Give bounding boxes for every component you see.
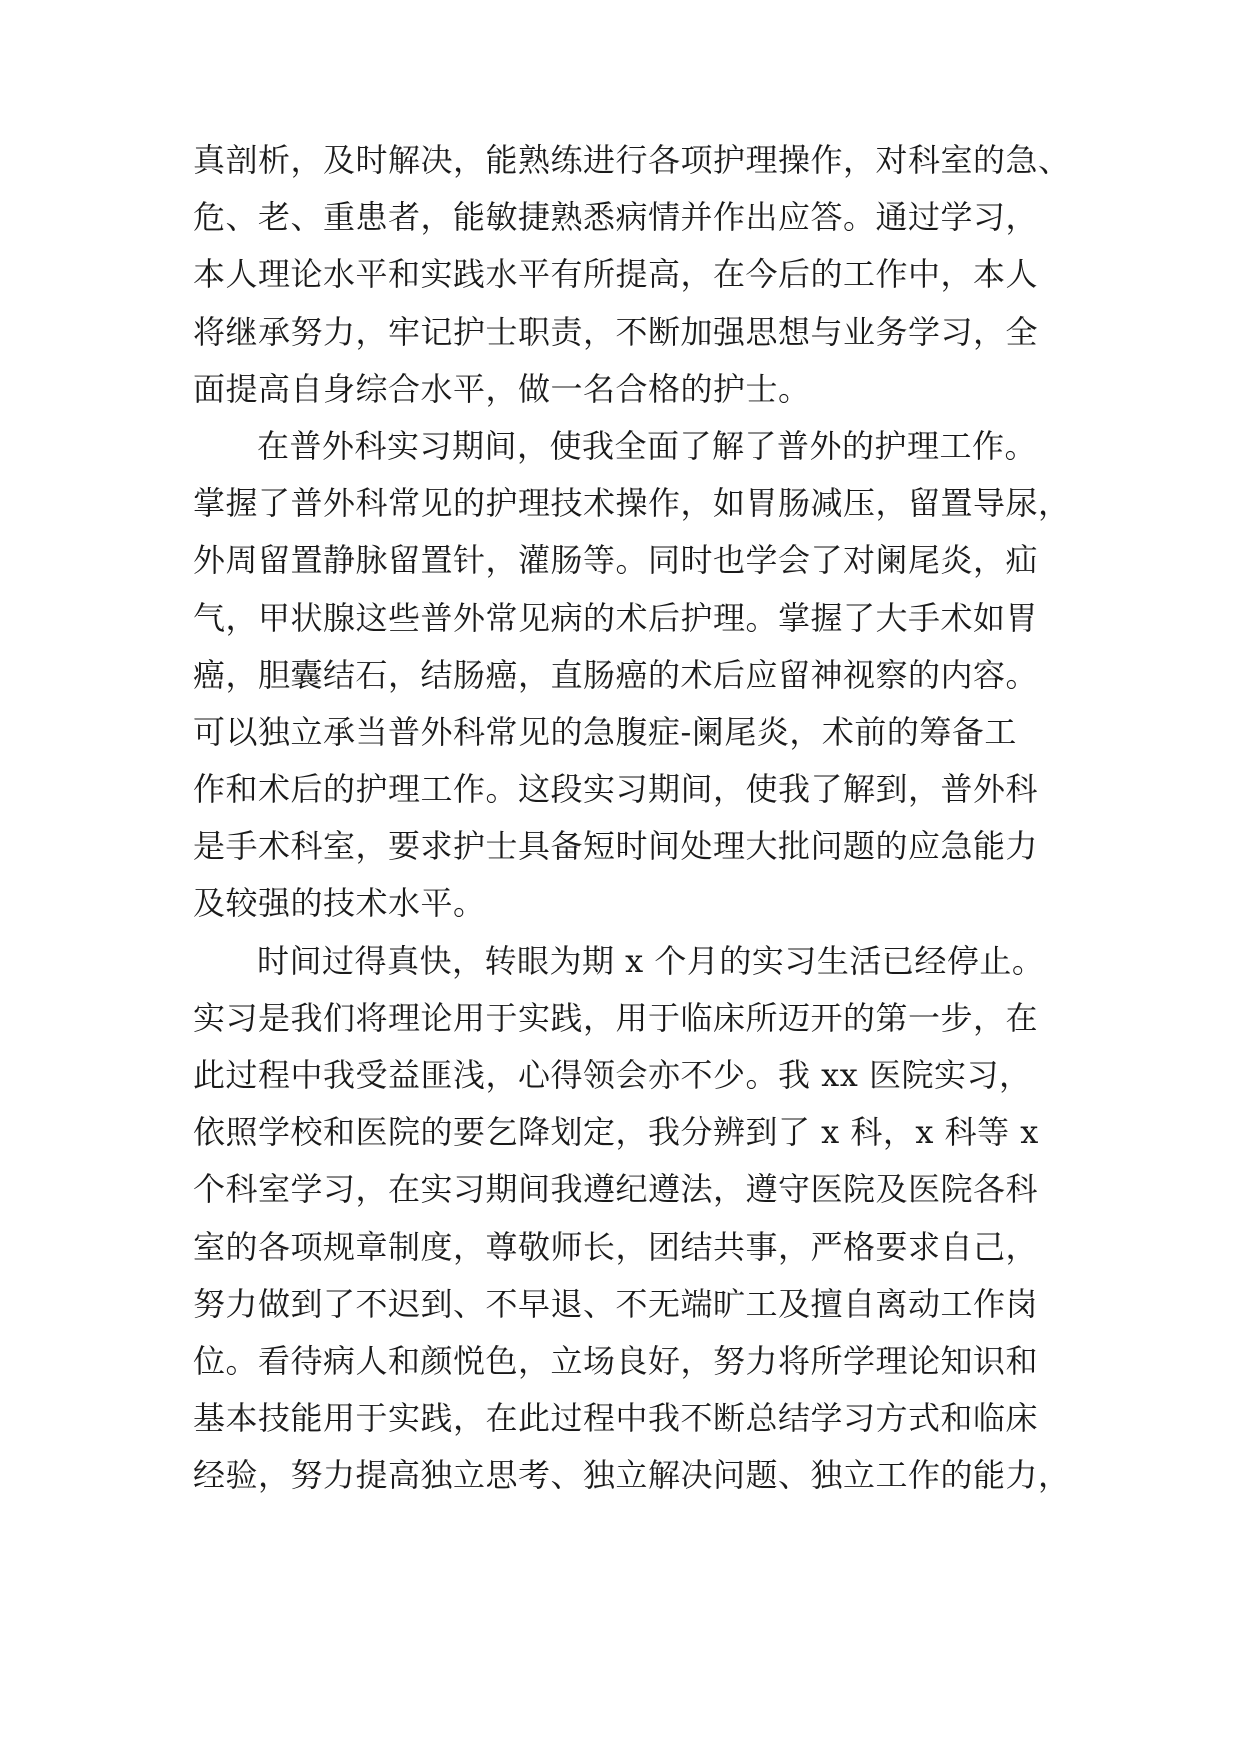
text-line: 作和术后的护理工作。这段实习期间，使我了解到，普外科 <box>193 770 1039 809</box>
text-line: 室的各项规章制度，尊敬师长，团结共事，严格要求自己， <box>193 1227 1039 1266</box>
text-line: 基本技能用于实践，在此过程中我不断总结学习方式和临床 <box>193 1399 1039 1438</box>
paragraph-start-line: 在普外科实习期间，使我全面了解了普外的护理工作。 <box>257 426 1038 465</box>
text-line: 本人理论水平和实践水平有所提高，在今后的工作中，本人 <box>193 255 1039 294</box>
text-line: 实习是我们将理论用于实践，用于临床所迈开的第一步，在 <box>193 998 1039 1037</box>
text-line: 外周留置静脉留置针，灌肠等。同时也学会了对阑尾炎，疝 <box>193 541 1039 580</box>
text-line: 依照学校和医院的要乞降划定，我分辨到了 x 科，x 科等 x <box>193 1113 1039 1152</box>
text-line: 掌握了普外科常见的护理技术操作，如胃肠减压，留置导尿， <box>193 484 1071 523</box>
text-line: 努力做到了不迟到、不早退、不无端旷工及擅自离动工作岗 <box>193 1284 1039 1323</box>
text-line: 可以独立承当普外科常见的急腹症-阑尾炎，术前的筹备工 <box>193 712 1017 751</box>
text-line: 是手术科室，要求护士具备短时间处理大批问题的应急能力 <box>193 827 1039 866</box>
text-line: 个科室学习，在实习期间我遵纪遵法，遵守医院及医院各科 <box>193 1170 1039 1209</box>
paragraph-start-line: 时间过得真快，转眼为期 x 个月的实习生活已经停止。 <box>257 941 1045 980</box>
text-line: 危、老、重患者，能敏捷熟悉病情并作出应答。通过学习， <box>193 198 1039 237</box>
body-text <box>193 132 1073 1505</box>
text-line: 经验，努力提高独立思考、独立解决问题、独立工作的能力， <box>193 1456 1071 1495</box>
text-line: 气，甲状腺这些普外常见病的术后护理。掌握了大手术如胃 <box>193 598 1039 637</box>
text-line: 面提高自身综合水平，做一名合格的护士。 <box>193 369 811 408</box>
text-line: 癌，胆囊结石，结肠癌，直肠癌的术后应留神视察的内容。 <box>193 655 1039 694</box>
text-line: 真剖析，及时解决，能熟练进行各项护理操作，对科室的急、 <box>193 141 1071 179</box>
text-line: 此过程中我受益匪浅，心得领会亦不少。我 xx 医院实习， <box>193 1056 1032 1094</box>
text-line: 将继承努力，牢记护士职责，不断加强思想与业务学习，全 <box>193 312 1039 351</box>
text-line: 及较强的技术水平。 <box>193 884 486 923</box>
text-line: 位。看待病人和颜悦色，立场良好，努力将所学理论知识和 <box>193 1341 1039 1380</box>
